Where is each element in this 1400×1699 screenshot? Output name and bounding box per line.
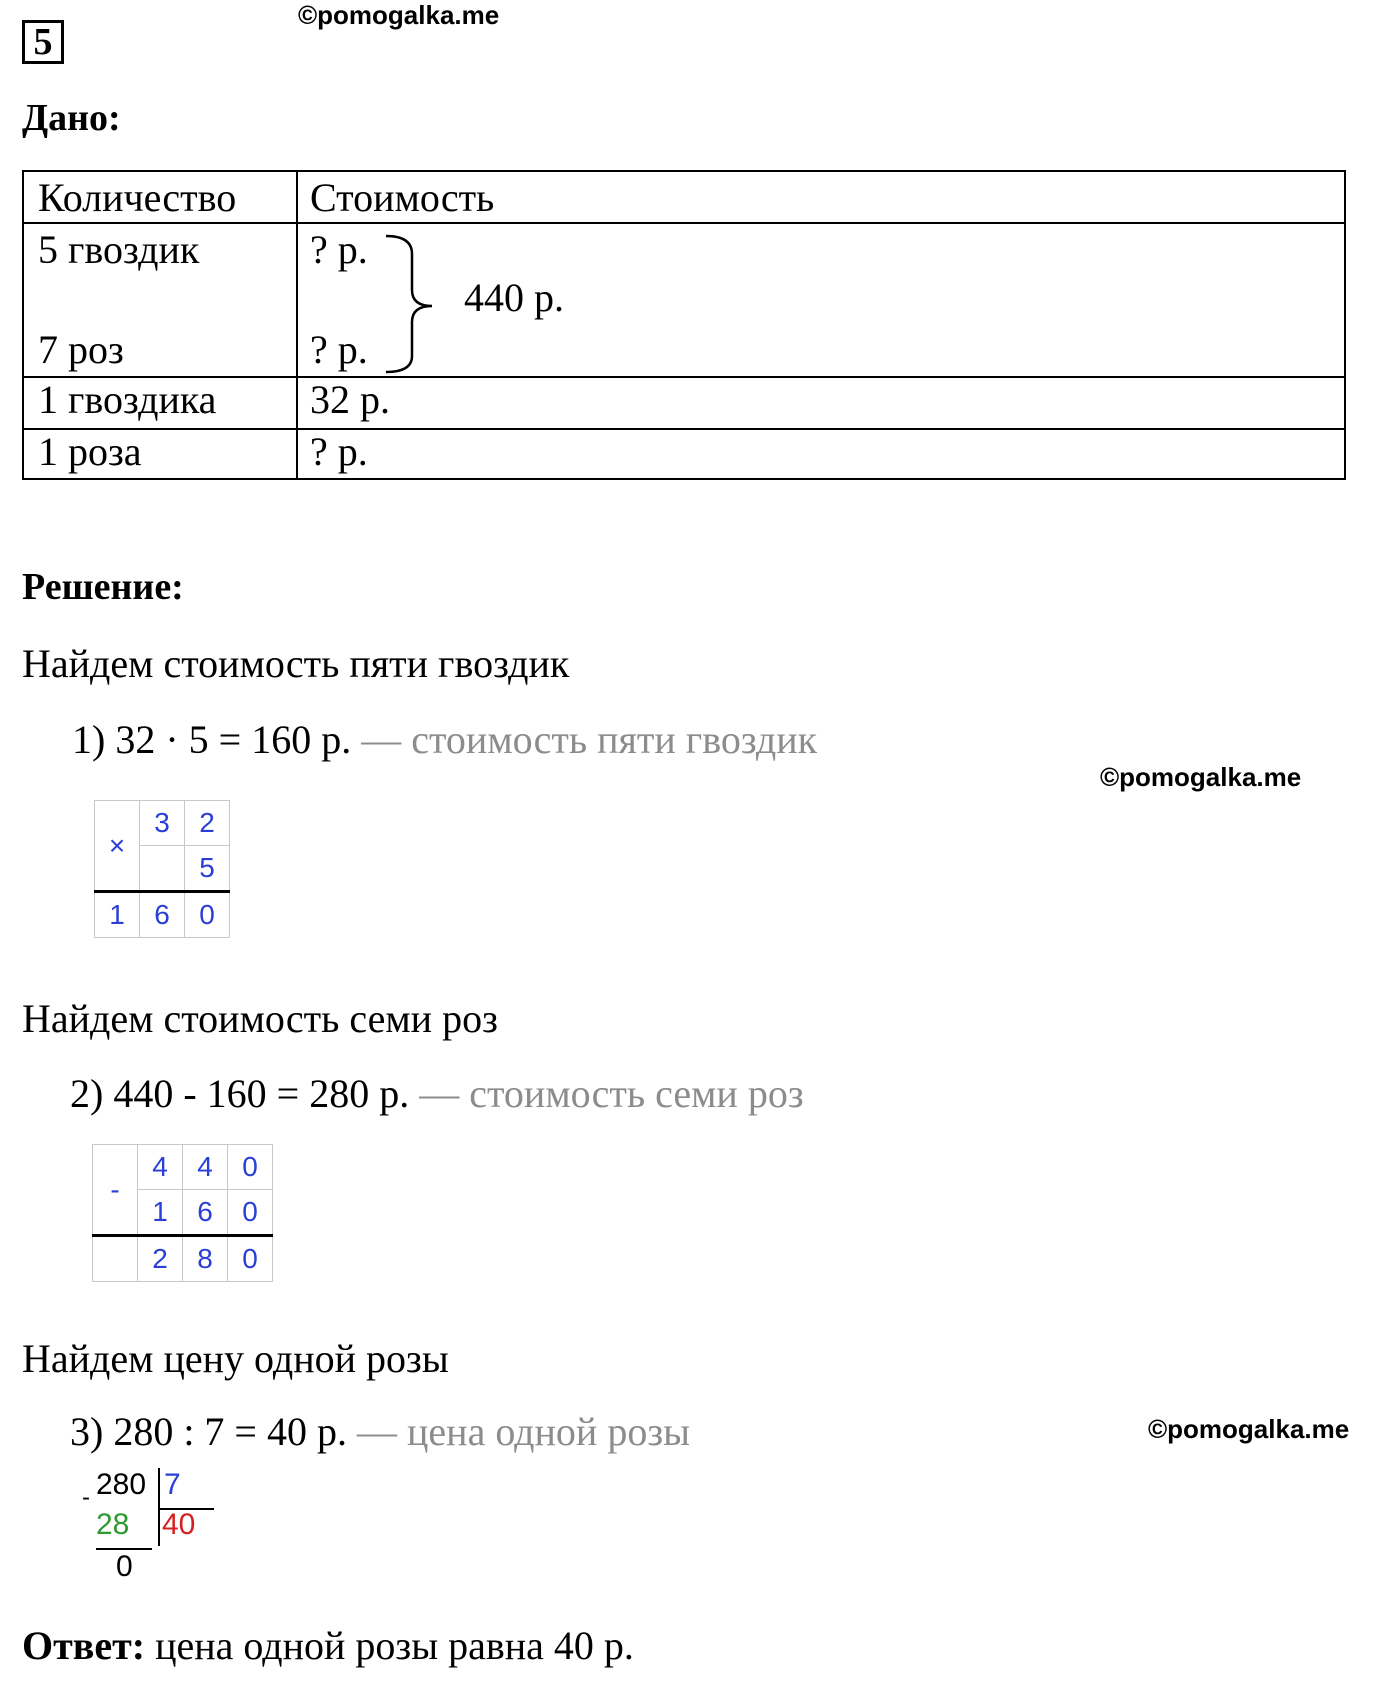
answer-text: цена одной розы равна 40 р.: [155, 1623, 634, 1668]
division-minus: -: [82, 1484, 90, 1511]
watermark-middle: ©pomogalka.me: [1100, 762, 1302, 792]
division-remainder: 0: [116, 1550, 133, 1583]
division-result-line: [96, 1548, 152, 1550]
table-column-divider: [296, 172, 298, 478]
given-table: [22, 170, 1346, 480]
step3-comment: — цена одной розы: [357, 1409, 691, 1454]
grid-result-digit: 8: [183, 1236, 228, 1282]
step2-line: [70, 1070, 804, 1117]
grid-digit: 4: [183, 1145, 228, 1190]
step2-intro: Найдем стоимость семи роз: [22, 996, 498, 1041]
brace-icon: [384, 234, 454, 374]
step1-line: [72, 716, 817, 763]
multiplication-grid: [94, 800, 230, 938]
header-cost: Стоимость: [310, 175, 495, 220]
step1-comment: — стоимость пяти гвоздик: [361, 717, 818, 762]
step2-equation: 2) 440 - 160 = 280 р.: [70, 1071, 410, 1116]
grid-digit: 4: [138, 1145, 183, 1190]
solution-heading: Решение:: [22, 566, 184, 608]
watermark-top: ©pomogalka.me: [298, 0, 500, 30]
grid-digit: 5: [185, 846, 230, 892]
step3-intro: Найдем цену одной розы: [22, 1336, 449, 1381]
grid-operator: -: [93, 1145, 138, 1236]
division-vertical-line: [158, 1468, 160, 1546]
row-quantity-one-rose: 1 роза: [38, 429, 142, 474]
step3-line: [70, 1408, 690, 1455]
row-cost-roses: ? р.: [310, 327, 368, 372]
grid-result-digit: 0: [228, 1236, 273, 1282]
grid-result-digit: 1: [95, 892, 140, 938]
answer-line: [22, 1622, 634, 1669]
row-cost-one-rose: ? р.: [310, 429, 368, 474]
table-divider: [24, 222, 1344, 224]
grid-digit: 1: [138, 1190, 183, 1236]
step1-intro: Найдем стоимость пяти гвоздик: [22, 641, 570, 686]
row-quantity-carnations: 5 гвоздик: [38, 227, 200, 272]
row-cost-carnations: ? р.: [310, 227, 368, 272]
row-quantity-one-carnation: 1 гвоздика: [38, 377, 217, 422]
division-quotient: 40: [162, 1508, 196, 1541]
grid-result-digit: 6: [140, 892, 185, 938]
given-heading: Дано:: [22, 97, 121, 139]
grid-digit: 2: [185, 801, 230, 846]
division-divisor-line: [158, 1508, 214, 1510]
task-number: 5: [22, 20, 64, 64]
grid-operator: ×: [95, 801, 140, 892]
row-quantity-roses: 7 роз: [38, 327, 124, 372]
grid-result-digit: 0: [185, 892, 230, 938]
subtraction-grid: [92, 1144, 273, 1282]
grid-digit: 6: [183, 1190, 228, 1236]
grid-empty-cell: [93, 1236, 138, 1282]
division-divisor: 7: [164, 1468, 181, 1501]
brace-total: 440 р.: [464, 275, 564, 320]
division-subtrahend: 28: [96, 1508, 130, 1541]
grid-digit: 0: [228, 1145, 273, 1190]
table-divider: [24, 376, 1344, 378]
step3-equation: 3) 280 : 7 = 40 р.: [70, 1409, 347, 1454]
watermark-bottom: ©pomogalka.me: [1148, 1414, 1350, 1444]
step1-equation: 1) 32 · 5 = 160 р.: [72, 717, 352, 762]
grid-result-digit: 2: [138, 1236, 183, 1282]
row-cost-one-carnation: 32 р.: [310, 377, 390, 422]
grid-digit: 0: [228, 1190, 273, 1236]
step2-comment: — стоимость семи роз: [419, 1071, 804, 1116]
grid-digit: 3: [140, 801, 185, 846]
header-quantity: Количество: [38, 175, 237, 220]
table-divider: [24, 428, 1344, 430]
answer-label: Ответ:: [22, 1623, 146, 1668]
grid-digit: [140, 846, 185, 892]
long-division: [78, 1468, 218, 1598]
division-dividend: 280: [96, 1468, 147, 1501]
